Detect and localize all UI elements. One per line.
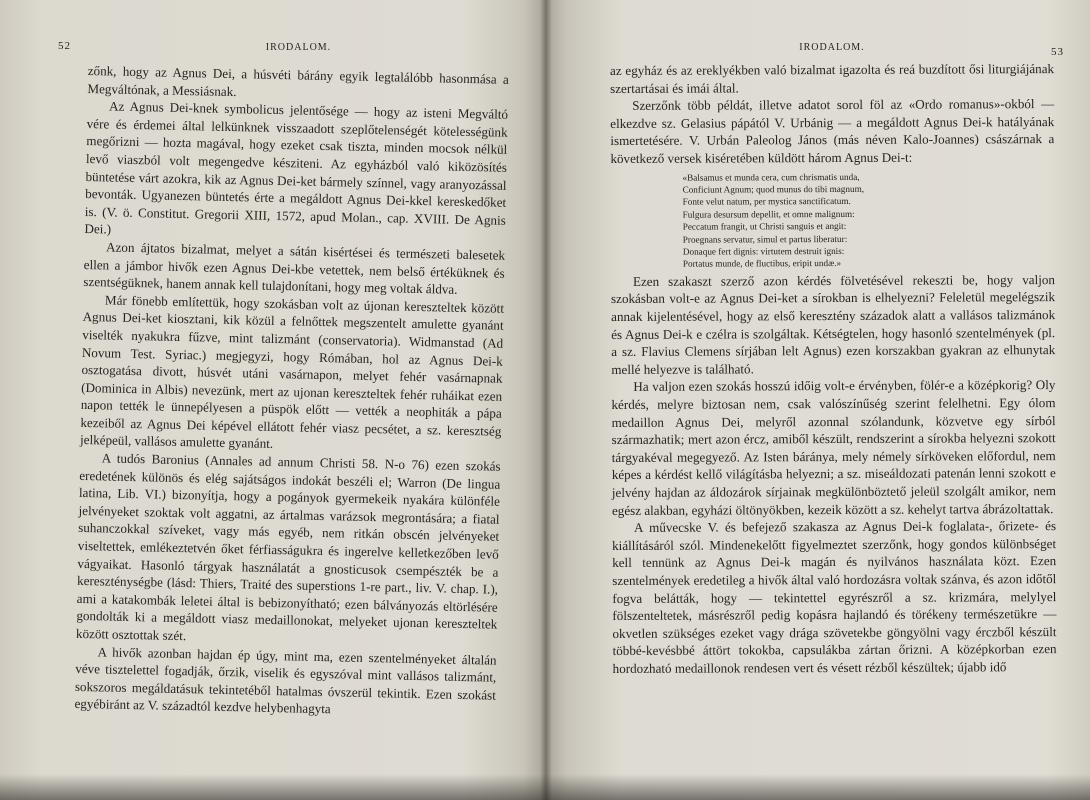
- right-running-head: [610, 40, 1064, 62]
- verse-line: Donaque fert dignis: virtutem destruit ignis:: [682, 245, 845, 257]
- latin-verse-quote: [682, 170, 1054, 271]
- verse-line: Fulgura desursum depellit, et omne malignum:: [682, 208, 855, 220]
- book-gutter: [540, 0, 552, 800]
- left-body-text: [74, 62, 509, 722]
- page-bottom-shadow: [0, 774, 1090, 800]
- paragraph: az egyház és az ereklyékben való bizalmat igazolta és reá buzdított ősi liturgiájának szertartásai és imái által.: [610, 61, 1055, 96]
- verse-line: «Balsamus et munda cera, cum chrismatis unda,: [682, 171, 860, 183]
- verse-line: Conficiunt Agnum; quod munus do tibi magnum,: [682, 183, 865, 195]
- page-number-left: 52: [58, 40, 71, 52]
- paragraph: Ezen szakaszt szerző azon kérdés fölvetésével rekeszti be, hogy valjon szokásban volt-e az Agnus Dei-ket a sírokban is elhelyezni? Feleletül megelégszik annak kijelentésével, hogy az első keresztény századok alatt a vallásos talizmánok és Agnus Dei-k e czélra is szolgáltak. Kétségtelen, hogy hasonló szentelmények (pl. a sz. Flavius Clemens sírjában lelt Agnus) ezen korszakban gyakran az elhunytak mellé helyezve is található.: [611, 271, 1056, 377]
- paragraph: A művecske V. és befejező szakasza az Agnus Dei-k foglalata-, őrizete- és kiállításáról szól. Mindenekelőtt figyelmeztet szerzőnk, hogy gondos különbséget kell tennünk az Agnus Dei-k magán és nyilvános használata közt. Ezen szentelmények eredetileg a hivők által való hordozásra voltak szánva, és azon időtől fogva belátták, hogy — tekintettel egyrészről a sz. krizmára, melylyel fölszenteltetek, másrészről pedig kopásra hajlandó és törékeny természetükre — okvetlen szükséges ezeket vagy drága szövetekbe göngyölni vagy érczből készült többé-kevésbbé áttört tokokba, capsulákba zártan őrizni. A középkorban ezen hordozható medaillonok rendesen vert és vésett rézből készültek; újabb idő: [612, 518, 1057, 676]
- paragraph: A hivők azonban hajdan ép úgy, mint ma, ezen szentelményeket általán véve tisztelettel fogadják, őrzik, viselik és egyszóval mint vallásos talizmánt, sokszoros megáldatásuk tekintetéből hatalmas óvszerül tekintik. Ezen szokást egyébiránt az V. századtól kezdve helybenhagyta: [74, 643, 497, 717]
- paragraph: Már fönebb említettük, hogy szokásban volt az újonan kereszteltek között Agnus Dei-ket kiosztani, kik közül a felnőttek megszentelt amulette gyanánt viselték nyakukra fűzve, mint talizmánt (conservatoria). Widmanstad (Ad Novum Test. Syriac.) megjegyzi, hogy Rómában, hol az Agnus Dei-k osztogatása divott, húsvét utáni vasárnapon, melyet fehér vasárnapnak (Dominica in Albis) nevezünk, mert az ujonan kereszteltek fehér ruháikat ezen napon tették le ünnepélyesen a püspök előtt — vették a neophiták a pápa kezeiből az Agnus Dei képével ellátott fehér viasz pecsétet, a sz. keresztség jelképeül, vallásos amulette gyanánt.: [79, 292, 505, 452]
- page-number-right: 53: [1051, 46, 1064, 58]
- paragraph: Az Agnus Dei-knek symbolicus jelentősége — hogy az isteni Megváltó vére és érdemei által lelkünknek visszaadott szeplőtelenségét kötelességünk megőrizni — hozta magával, hogy ezeket csak tiszta, minden mocsok nélkül levő viaszból volt megengedve késziteni. Az egyházból való kiközösítés büntetése várt azokra, kik az Agnus Dei-ket bármely színnel, vagy aranyozással bevonták. Ugyanezen büntetés érte a megáldott Agnus Dei-kkel kereskedőket is. (V. ö. Constitut. Gregorii XIII, 1572, apud Molan., cap. XVIII. De Agnis Dei.): [84, 98, 509, 237]
- right-body-text: [610, 60, 1057, 677]
- verse-line: Proegnans servatur, simul et partus liberatur:: [682, 233, 848, 245]
- paragraph: zőnk, hogy az Agnus Dei, a húsvéti bárány egyik legtalálóbb hasonmása a Megváltónak, a Messiásnak.: [87, 62, 509, 99]
- paragraph: Azon ájtatos bizalmat, melyet a sátán kisértései és természeti balesetek ellen a jámbor hivők ezen Agnus Dei-kbe vetettek, nem belső értéküknek és szentségüknek, hanem annak kell tulajdonítani, hogy meg voltak áldva.: [83, 239, 506, 297]
- paragraph: A tudós Baronius (Annales ad annum Christi 58. N-o 76) ezen szokás eredetének különös és elég sajátságos indokát beszéli el; Warron (De lingua latina, Lib. VI.) bizonyítja, hogy a pogányok gyermekeik nyakára különféle jelvényeket szoktak volt aggatni, az ártalmas varázsok megrontására; a fiatal suhanczokkal szíveket, vagy más egyéb, nem ritkán obscén jelvényeket viseltettek, emlékeztetvén őket férfiasságukra és ingerelve kelletkezőben levő vágyaikat. Hasonló tárgyak használatát a gnosticusok csempészték be a kereszténységbe (lásd: Thiers, Traité des superstions 1-re part., liv. V. chap. I.), ami a katakombák leletei által is bebizonyítható; ezen bálványozás eltörlésére gondolták ki a megáldott viasz medaillonokat, melyeket ujonan kereszteltek között osztottak szét.: [75, 450, 501, 644]
- paragraph: Szerzőnk több példát, illetve adatot sorol föl az «Ordo romanus»-okból — elkezdve sz. Gelasius pápától V. Urbánig — a megáldott Agnus Dei-k hatályának ismertetésére. V. Urbán Paleolog János (más néven Kalo-Joannes) császárnak a következő versek kiséretében küldött három Agnus Dei-t:: [610, 96, 1055, 166]
- right-page: [545, 0, 1090, 800]
- verse-line: Peccatum frangit, ut Christi sanguis et angit:: [682, 221, 847, 232]
- left-running-head: [58, 40, 509, 62]
- verse-line: Portatus munde, de fluctibus, eripit undæ.»: [682, 258, 842, 270]
- paragraph: Ha valjon ezen szokás hosszú időig volt-e érvényben, fölér-e a középkorig? Oly kérdés, melyre biztosan nem, csak valószínűség szerint felelhetni. Egy ólom medaillon Agnus Dei, melyről azonnal szólandunk, közvetve egy sírból származhatik; mert azon ércz, amiből készült, rendszerint a sírokba helyezni szokott tárgyakéval megegyező. Az Isten báránya, mely némely sírköveken előfordul, nem képes a kérdést kellő világításba helyezni; a sz. miseáldozati patenán lenni szokott e jelvény hajdan az áldozárok sírjainak megkülönböztető jeleül szolgált amikor, nem egész alakban, egyházi öltönyökben, kezeik között a sz. kehelyt tartva ábrázoltattak.: [611, 377, 1056, 518]
- running-head-title-left: IRODALOM.: [265, 42, 332, 53]
- running-head-title-right: IRODALOM.: [799, 42, 865, 53]
- verse-line: Fonte velut natum, per mystica sanctificatum.: [682, 196, 851, 208]
